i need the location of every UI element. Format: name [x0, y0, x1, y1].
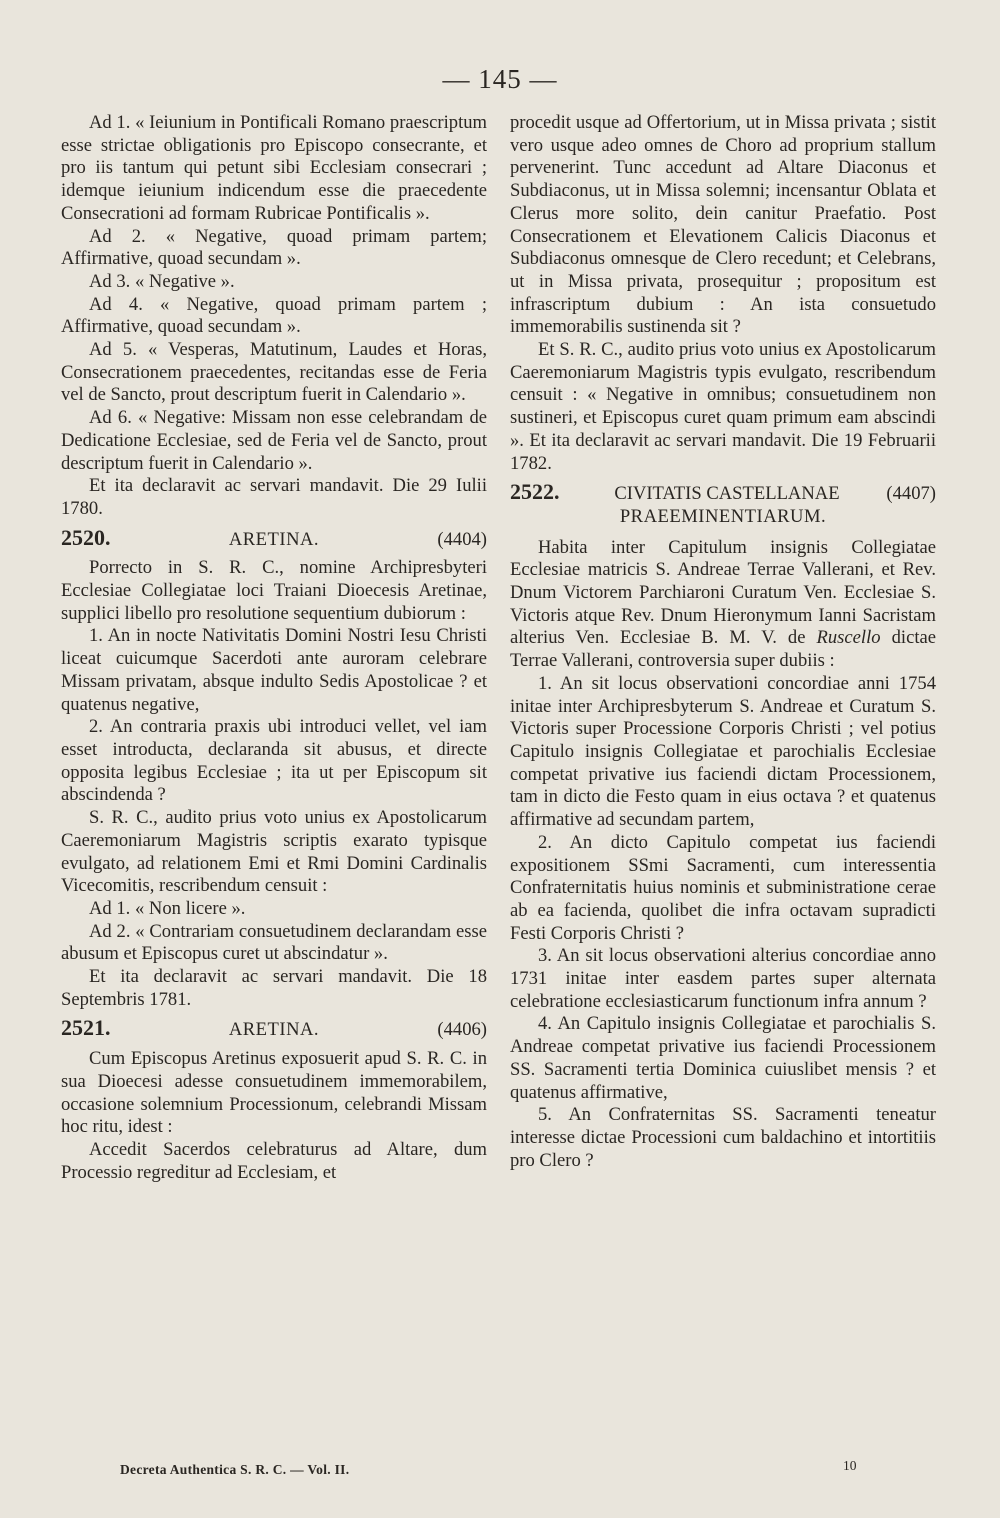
- decree-title: CIVITATIS CASTELLANAE: [614, 483, 840, 505]
- paragraph: Ad 2. « Negative, quoad primam partem; Affirmative, quoad secundam ».: [61, 225, 487, 270]
- decree-reference: (4404): [437, 528, 487, 550]
- decree-number: 2520.: [61, 524, 111, 550]
- paragraph: Ad 3. « Negative ».: [89, 270, 235, 292]
- paragraph-text: dictae Terrae Vallerani, controversia super dubiis :: [510, 627, 936, 672]
- paragraph: 4. An Capitulo insignis Collegiatae et parochialis S. Andreae competat privative ius faciendi Processionem SS. Sacramenti tertia Dominica cuiuslibet mensis ? et quatenus affirmative,: [510, 1013, 936, 1103]
- decree-number: 2521.: [61, 1015, 111, 1041]
- paragraph: Accedit Sacerdos celebraturus ad Altare, dum Processio regreditur ad Ecclesiam, et: [61, 1138, 487, 1183]
- paragraph: [510, 537, 936, 673]
- paragraph: 1. An sit locus observationi concordiae anni 1754 initae inter Archipresbyterum S. Andreae et Curatum S. Victoris super Processione Corporis Christi ; vel potius Capitulo insignis Collegiatae et parochialis Ecclesiae competat privative ius faciendi dictam Processionem, tam in dicto die Festo quam in eius octava ? et quatenus affirmative ad secundam partem,: [510, 672, 936, 831]
- page-number: — 145 —: [442, 64, 558, 94]
- paragraph: Ad 6. « Negative: Missam non esse celebrandam de Dedicatione Ecclesiae, sed de Feria vel de Sancto, prout descriptum fuerit in Calendario ».: [61, 407, 487, 474]
- decree-title: ARETINA.: [228, 1019, 320, 1041]
- italic-place-name: Ruscello: [816, 627, 881, 649]
- paragraph: Porrecto in S. R. C., nomine Archipresbyteri Ecclesiae Collegiatae loci Traiani Dioecesis Aretinae, supplici libello pro resolutione sequentium dubiorum :: [61, 557, 487, 624]
- decree-title: ARETINA.: [228, 528, 320, 550]
- paragraph: 1. An in nocte Nativitatis Domini Nostri Iesu Christi liceat cuicumque Sacerdoti ante auroram celebrare Missam privatam, absque indulto Sedis Apostolicae ? et quatenus negative,: [61, 625, 487, 715]
- decree-heading-2522: [510, 481, 936, 528]
- paragraph: Et ita declaravit ac servari mandavit. Die 29 Iulii 1780.: [61, 475, 487, 519]
- right-column: [510, 112, 936, 1172]
- paragraph: Et ita declaravit ac servari mandavit. Die 18 Septembris 1781.: [61, 966, 487, 1010]
- paragraph: Ad 1. « Ieiunium in Pontificali Romano praescriptum esse strictae obligationis pro Episcopo consecrante, et pro iis tantum qui petunt sibi Ecclesiam consecrari ; idemque ieiunium indicendum esse die praecedente Consecrationi ad formam Rubricae Pontificalis ».: [61, 112, 487, 224]
- paragraph: Ad 2. « Contrariam consuetudinem declarandam esse abusum et Episcopus curet ut abscindatur ».: [61, 920, 487, 965]
- paragraph: Ad 1. « Non licere ».: [89, 897, 246, 919]
- paragraph-text: Habita inter Capitulum insignis Collegiatae Ecclesiae matricis S. Andreae Terrae Vallerani, et Rev. Dnum Victorem Parchiaroni Curatum Ven. Ecclesiae S. Victoris atque Rev. Dnum Hieronymum Ianni Sacristam alterius Ven. Ecclesiae B. M. V. de: [510, 536, 936, 649]
- paragraph: S. R. C., audito prius voto unius ex Apostolicarum Caeremoniarum Magistris scriptis exarato typisque evulgato, ad relationem Emi et Rmi Domini Cardinalis Vicecomitis, rescribendum censuit :: [61, 807, 487, 897]
- paragraph: Cum Episcopus Aretinus exposuerit apud S. R. C. in sua Dioecesi adesse consuetudinem immemorabilem, occasione solemnium Processionum, celebrandi Missam hoc ritu, idest :: [61, 1048, 487, 1138]
- paragraph: Ad 4. « Negative, quoad primam partem ; Affirmative, quoad secundam ».: [61, 293, 487, 338]
- paragraph: Et S. R. C., audito prius voto unius ex Apostolicarum Caeremoniarum Magistris typis evulgato, rescribendum censuit : « Negative in omnibus; consuetudinem non sustineri, et Episcopus curet quam primum eam abscindi ». Et ita declaravit ac servari mandavit. Die 19 Februarii 1782.: [510, 339, 936, 474]
- decree-subtitle: PRAEEMINENTIARUM.: [619, 505, 827, 527]
- decree-heading-2520: [61, 524, 487, 552]
- paragraph: Ad 5. « Vesperas, Matutinum, Laudes et Horas, Consecrationem praecedentes, recitandas esse de Feria vel de Sancto, prout descriptum fuerit in Calendario ».: [61, 339, 487, 406]
- paragraph: 3. An sit locus observationi alterius concordiae anno 1731 initae inter easdem partes super alternata celebratione ecclesiasticarum functionum infra annum ?: [510, 945, 936, 1012]
- paragraph: 5. An Confraternitas SS. Sacramenti teneatur interesse dictae Processioni cum baldachino et intortitiis pro Clero ?: [510, 1104, 936, 1171]
- left-column: [61, 112, 487, 1184]
- footer-source: Decreta Authentica S. R. C. — Vol. II.: [120, 1462, 350, 1477]
- decree-number: 2522.: [510, 479, 560, 505]
- signature-mark: 10: [843, 1458, 857, 1473]
- paragraph: procedit usque ad Offertorium, ut in Missa privata ; sistit vero usque adeo omnes de Choro ad proprium stallum pervenerint. Tunc accedunt ad Altare Diaconus et Subdiaconus, ut in Missa solemni; incensantur Oblata et Clerus more solito, dein canitur Praefatio. Post Consecrationem et Elevationem Calicis Diaconus et Subdiaconus omnesque de Clero recedunt; et Celebrans, ut in Missa privata, prosequitur ; propositum est infrascriptum dubium : An ista consuetudo immemorabilis sustinenda sit ?: [510, 112, 936, 338]
- decree-reference: (4407): [886, 483, 936, 505]
- paragraph: 2. An contraria praxis ubi introduci vellet, vel iam esset introducta, declaranda sit abusus, et directe opposita legibus Ecclesiae ; ita ut per Episcopum sit abscindenda ?: [61, 716, 487, 806]
- decree-heading-2521: [61, 1017, 487, 1042]
- decree-reference: (4406): [437, 1019, 487, 1041]
- paragraph: 2. An dicto Capitulo competat ius faciendi expositionem SSmi Sacramenti, cum interessentia Confraternitatis huius nominis et subministratione cerae ab ea facienda, quolibet die infra octavam supradicti Festi Corporis Christi ?: [510, 831, 936, 944]
